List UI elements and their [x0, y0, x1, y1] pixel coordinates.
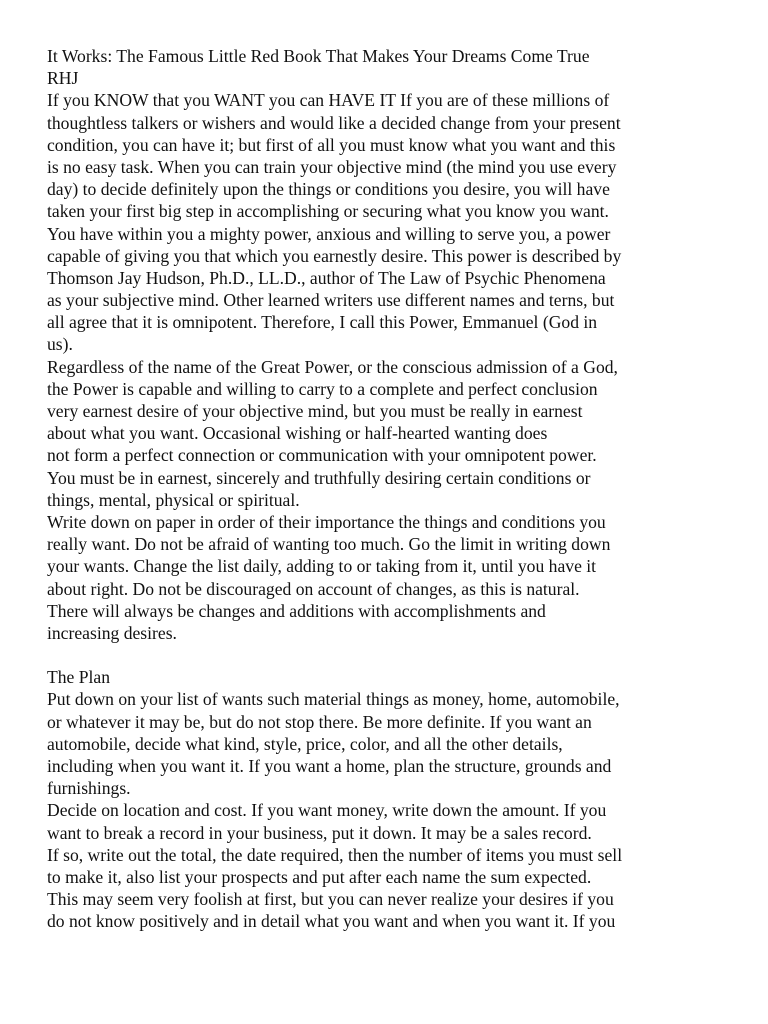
- text-line: Put down on your list of wants such material things as money, home, automobile,: [47, 689, 620, 710]
- text-line: very earnest desire of your objective mind, but you must be really in earnest: [47, 401, 583, 421]
- text-line: You have within you a mighty power, anxious and willing to serve you, a power: [47, 223, 611, 244]
- text-line: furnishings.: [47, 778, 131, 799]
- text-line: capable of giving you that which you earnestly desire. This power is described by: [47, 245, 622, 266]
- text-line: increasing desires.: [47, 622, 177, 643]
- text-line: want to break a record in your business, put it down. It may be a sales record.: [47, 822, 592, 843]
- text-line: or whatever it may be, but do not stop there. Be more definite. If you want an: [47, 711, 592, 732]
- document-page: [47, 45, 747, 933]
- text-line: the Power is capable and willing to carry to a complete and perfect conclusion: [47, 378, 598, 399]
- text-line: day) to decide definitely upon the things or conditions you desire, you will have: [47, 179, 610, 200]
- text-line: condition, you can have it; but first of all you must know what you want and this: [47, 134, 616, 155]
- text-line: things, mental, physical or spiritual.: [47, 489, 300, 510]
- text-line: You must be in earnest, sincerely and truthfully desiring certain conditions or: [47, 467, 591, 488]
- text-line: Write down on paper in order of their importance the things and conditions you: [47, 511, 606, 532]
- text-line: Regardless of the name of the Great Power, or the conscious admission of a God,: [47, 356, 618, 377]
- text-line: as your subjective mind. Other learned writers use different names and terns, but: [47, 290, 615, 311]
- text-line: thoughtless talkers or wishers and would like a decided change from your present: [47, 112, 621, 133]
- text-line: If so, write out the total, the date required, then the number of items you must sell: [47, 844, 623, 865]
- text-line: not form a perfect connection or communication with your omnipotent power.: [47, 445, 597, 466]
- text-line: about right. Do not be discouraged on account of changes, as this is natural.: [47, 578, 580, 599]
- text-line: is no easy task. When you can train your objective mind (the mind you use every: [47, 156, 617, 177]
- text-line: do not know positively and in detail what you want and when you want it. If you: [47, 911, 616, 932]
- text-line: automobile, decide what kind, style, price, color, and all the other details,: [47, 733, 563, 754]
- text-line: If you KNOW that you WANT you can HAVE IT If you are of these millions of: [47, 90, 610, 111]
- text-line: taken your first big step in accomplishing or securing what you know you want.: [47, 201, 609, 222]
- text-line: Thomson Jay Hudson, Ph.D., LL.D., author of The Law of Psychic Phenomena: [47, 267, 606, 288]
- text-line: really want. Do not be afraid of wanting too much. Go the limit in writing down: [47, 534, 611, 555]
- text-line: Decide on location and cost. If you want money, write down the amount. If you: [47, 800, 607, 821]
- text-line: including when you want it. If you want a home, plan the structure, grounds and: [47, 756, 612, 776]
- document-title: It Works: The Famous Little Red Book That Makes Your Dreams Come True: [47, 46, 590, 66]
- text-line: This may seem very foolish at first, but you can never realize your desires if you: [47, 889, 614, 910]
- section-heading: The Plan: [47, 667, 111, 688]
- text-line: us).: [47, 334, 73, 355]
- text-line: your wants. Change the list daily, adding to or taking from it, until you have it: [47, 556, 597, 577]
- intro-text: [47, 89, 747, 644]
- text-line: to make it, also list your prospects and put after each name the sum expected.: [47, 866, 592, 887]
- plan-text: [47, 688, 747, 932]
- paragraph-spacer: [47, 644, 747, 666]
- text-line: all agree that it is omnipotent. Therefore, I call this Power, Emmanuel (God in: [47, 312, 598, 333]
- document-author: RHJ: [47, 68, 79, 89]
- text-line: about what you want. Occasional wishing or half-hearted wanting does: [47, 423, 548, 444]
- text-line: There will always be changes and additions with accomplishments and: [47, 600, 546, 621]
